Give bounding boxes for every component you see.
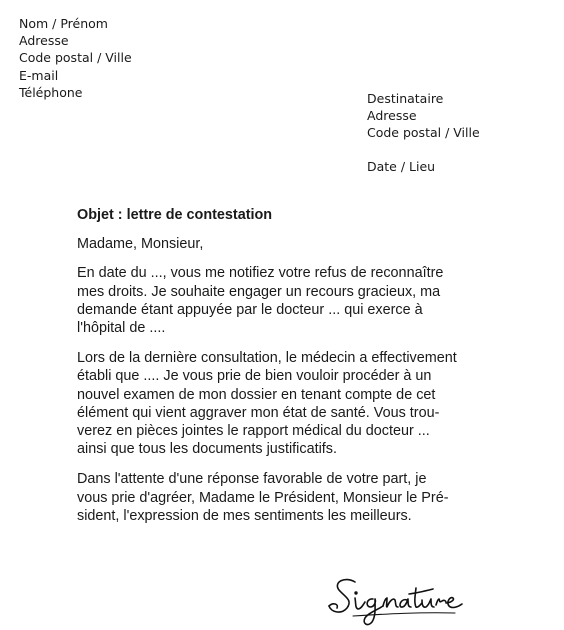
handwritten-signature — [325, 572, 475, 628]
sender-postal-city: Code postal / Ville — [19, 50, 132, 66]
paragraph-line: Dans l'attente d'une réponse favorable de votre part, je — [77, 471, 427, 488]
recipient-block — [367, 90, 480, 175]
paragraph-line: vous prie d'agréer, Madame le Président, Monsieur le Pré- — [77, 489, 449, 506]
paragraph-line: nouvel examen de mon dossier en tenant compte de cet — [77, 386, 436, 403]
paragraph-line: l'hôpital de .... — [77, 320, 166, 337]
recipient-address: Adresse — [367, 108, 417, 124]
recipient-name: Destinataire — [367, 91, 444, 106]
sender-phone: Téléphone — [19, 84, 83, 100]
paragraph-line: mes droits. Je souhaite engager un recours gracieux, ma — [77, 283, 441, 300]
paragraph-line: établi que .... Je vous prie de bien vouloir procéder à un — [77, 368, 432, 385]
paragraph-closing — [77, 470, 497, 525]
sender-name: Nom / Prénom — [19, 16, 108, 31]
date-place: Date / Lieu — [367, 158, 436, 174]
paragraph-line: verez en pièces jointes le rapport médical du docteur ... — [77, 423, 430, 440]
paragraph-line: Lors de la dernière consultation, le médecin a effectivement — [77, 350, 457, 367]
paragraph-line: En date du ..., vous me notifiez votre refus de reconnaître — [77, 265, 444, 282]
paragraph-line: sident, l'expression de mes sentiments les meilleurs. — [77, 507, 412, 524]
paragraph-line: demande étant appuyée par le docteur ... qui exerce à — [77, 301, 423, 318]
recipient-postal-city: Code postal / Ville — [367, 125, 480, 141]
sender-email: E-mail — [19, 67, 59, 83]
paragraph-request — [77, 264, 497, 337]
paragraph-line: élément qui vient aggraver mon état de santé. Vous trou- — [77, 404, 440, 421]
letter-subject: Objet : lettre de contestation — [77, 207, 273, 223]
paragraph-consultation — [77, 349, 497, 458]
sender-address: Adresse — [19, 33, 69, 49]
sender-block — [19, 15, 132, 101]
paragraph-line: ainsi que tous les documents justificatifs. — [77, 441, 337, 458]
letter-body — [77, 206, 497, 537]
letter-greeting: Madame, Monsieur, — [77, 236, 204, 253]
